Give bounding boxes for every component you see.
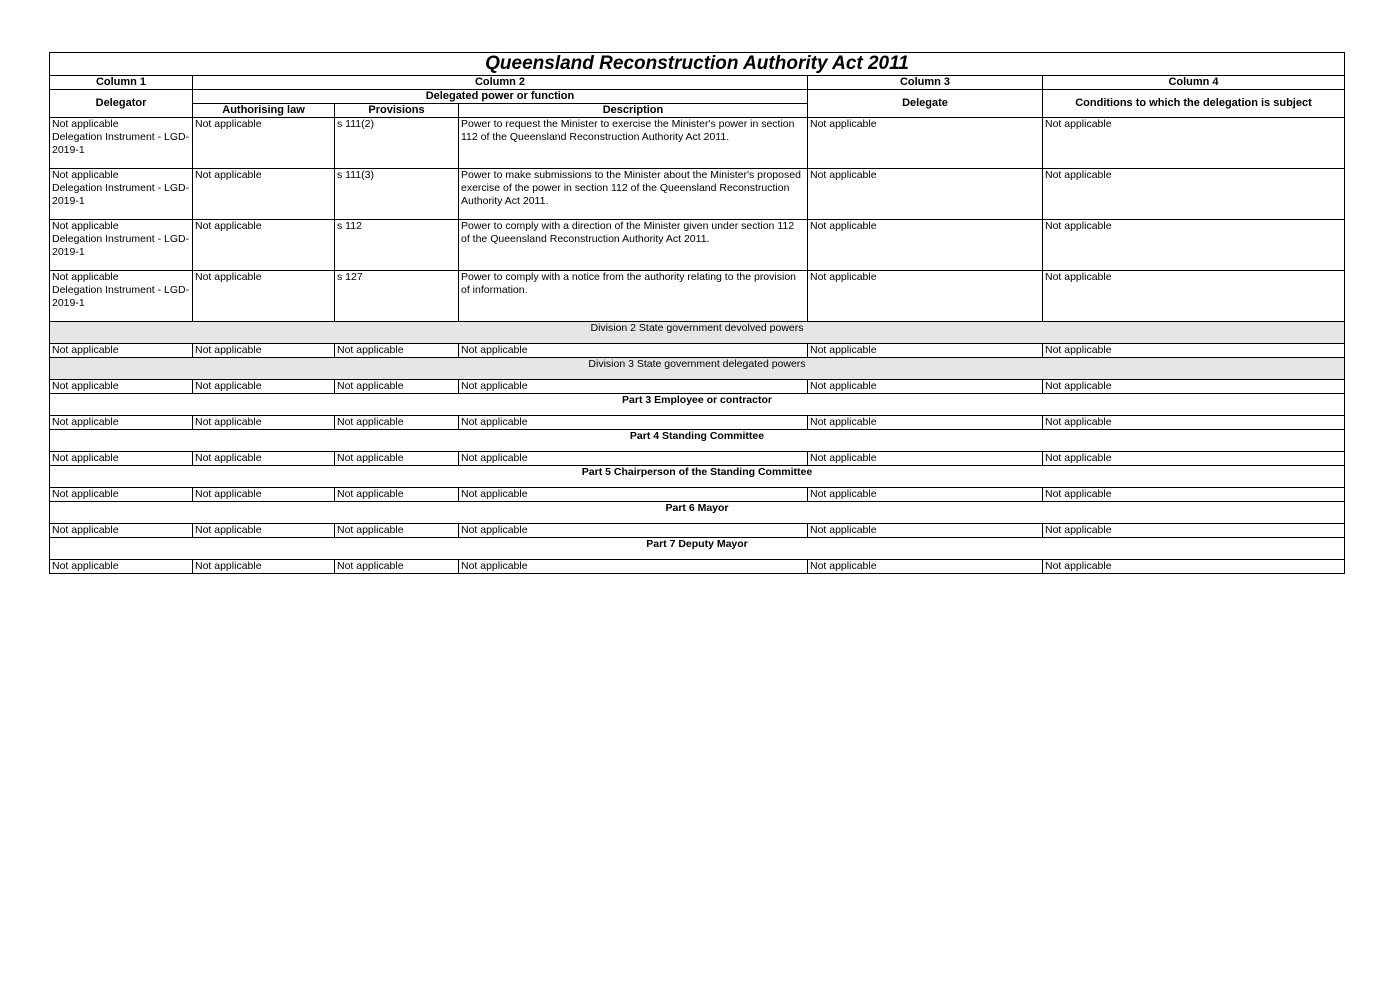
delegated-power-header: Delegated power or function bbox=[193, 90, 808, 104]
conditions-cell: Not applicable bbox=[1043, 271, 1345, 322]
na-cell: Not applicable bbox=[50, 524, 193, 538]
conditions-cell: Not applicable bbox=[1043, 118, 1345, 169]
na-cell: Not applicable bbox=[193, 416, 335, 430]
conditions-header: Conditions to which the delegation is subject bbox=[1043, 90, 1345, 118]
na-cell: Not applicable bbox=[335, 488, 459, 502]
na-cell: Not applicable bbox=[1043, 344, 1345, 358]
authorising-law-cell: Not applicable bbox=[193, 169, 335, 220]
na-cell: Not applicable bbox=[459, 488, 808, 502]
na-cell: Not applicable bbox=[335, 452, 459, 466]
delegation-table bbox=[49, 52, 1345, 574]
na-cell: Not applicable bbox=[808, 452, 1043, 466]
table-row bbox=[50, 488, 1345, 502]
section-heading-part-7: Part 7 Deputy Mayor bbox=[50, 538, 1345, 560]
na-cell: Not applicable bbox=[1043, 380, 1345, 394]
table-row bbox=[50, 452, 1345, 466]
na-cell: Not applicable bbox=[459, 380, 808, 394]
provisions-cell: s 112 bbox=[335, 220, 459, 271]
description-cell: Power to comply with a notice from the authority relating to the provision of information. bbox=[459, 271, 808, 322]
provisions-cell: s 127 bbox=[335, 271, 459, 322]
na-cell: Not applicable bbox=[193, 452, 335, 466]
delegate-cell: Not applicable bbox=[808, 169, 1043, 220]
na-cell: Not applicable bbox=[808, 380, 1043, 394]
section-heading-part-6: Part 6 Mayor bbox=[50, 502, 1345, 524]
na-cell: Not applicable bbox=[808, 560, 1043, 574]
na-cell: Not applicable bbox=[808, 344, 1043, 358]
delegator-cell: Not applicable Delegation Instrument - LGD- 2019-1 bbox=[50, 220, 193, 271]
delegator-cell: Not applicable Delegation Instrument - LGD- 2019-1 bbox=[50, 118, 193, 169]
section-heading-part-3: Part 3 Employee or contractor bbox=[50, 394, 1345, 416]
na-cell: Not applicable bbox=[335, 380, 459, 394]
na-cell: Not applicable bbox=[193, 524, 335, 538]
delegate-cell: Not applicable bbox=[808, 220, 1043, 271]
description-header: Description bbox=[459, 104, 808, 118]
table-row bbox=[50, 118, 1345, 169]
na-cell: Not applicable bbox=[808, 524, 1043, 538]
na-cell: Not applicable bbox=[50, 560, 193, 574]
section-heading-division-2: Division 2 State government devolved powers bbox=[50, 322, 1345, 344]
na-cell: Not applicable bbox=[459, 344, 808, 358]
column-2-header: Column 2 bbox=[193, 76, 808, 90]
section-heading-division-3: Division 3 State government delegated powers bbox=[50, 358, 1345, 380]
table-row bbox=[50, 524, 1345, 538]
na-cell: Not applicable bbox=[50, 416, 193, 430]
section-heading-part-5: Part 5 Chairperson of the Standing Committee bbox=[50, 466, 1345, 488]
na-cell: Not applicable bbox=[1043, 560, 1345, 574]
na-cell: Not applicable bbox=[1043, 488, 1345, 502]
na-cell: Not applicable bbox=[50, 344, 193, 358]
na-cell: Not applicable bbox=[1043, 524, 1345, 538]
column-4-header: Column 4 bbox=[1043, 76, 1345, 90]
na-cell: Not applicable bbox=[1043, 416, 1345, 430]
provisions-cell: s 111(3) bbox=[335, 169, 459, 220]
section-heading-part-4: Part 4 Standing Committee bbox=[50, 430, 1345, 452]
na-cell: Not applicable bbox=[335, 416, 459, 430]
na-cell: Not applicable bbox=[459, 452, 808, 466]
description-cell: Power to comply with a direction of the Minister given under section 112 of the Queensland Reconstruction Authority Act 2011. bbox=[459, 220, 808, 271]
table-row bbox=[50, 169, 1345, 220]
delegator-header: Delegator bbox=[50, 90, 193, 118]
table-row bbox=[50, 344, 1345, 358]
na-cell: Not applicable bbox=[335, 344, 459, 358]
delegator-cell: Not applicable Delegation Instrument - LGD- 2019-1 bbox=[50, 271, 193, 322]
page-title: Queensland Reconstruction Authority Act 2011 bbox=[50, 53, 1345, 76]
description-cell: Power to make submissions to the Minister about the Minister's proposed exercise of the power in section 112 of the Queensland Reconstruction Authority Act 2011. bbox=[459, 169, 808, 220]
authorising-law-cell: Not applicable bbox=[193, 220, 335, 271]
column-3-header: Column 3 bbox=[808, 76, 1043, 90]
description-cell: Power to request the Minister to exercise the Minister's power in section 112 of the Queensland Reconstruction Authority Act 2011. bbox=[459, 118, 808, 169]
na-cell: Not applicable bbox=[335, 560, 459, 574]
na-cell: Not applicable bbox=[50, 488, 193, 502]
na-cell: Not applicable bbox=[193, 488, 335, 502]
provisions-header: Provisions bbox=[335, 104, 459, 118]
delegate-header: Delegate bbox=[808, 90, 1043, 118]
delegate-cell: Not applicable bbox=[808, 118, 1043, 169]
delegate-cell: Not applicable bbox=[808, 271, 1043, 322]
table-row bbox=[50, 560, 1345, 574]
na-cell: Not applicable bbox=[50, 380, 193, 394]
na-cell: Not applicable bbox=[335, 524, 459, 538]
na-cell: Not applicable bbox=[193, 380, 335, 394]
na-cell: Not applicable bbox=[1043, 452, 1345, 466]
na-cell: Not applicable bbox=[193, 344, 335, 358]
table-row bbox=[50, 220, 1345, 271]
conditions-cell: Not applicable bbox=[1043, 169, 1345, 220]
na-cell: Not applicable bbox=[459, 524, 808, 538]
delegator-cell: Not applicable Delegation Instrument - LGD- 2019-1 bbox=[50, 169, 193, 220]
na-cell: Not applicable bbox=[193, 560, 335, 574]
table-row bbox=[50, 380, 1345, 394]
table-row bbox=[50, 416, 1345, 430]
conditions-cell: Not applicable bbox=[1043, 220, 1345, 271]
authorising-law-cell: Not applicable bbox=[193, 271, 335, 322]
column-1-header: Column 1 bbox=[50, 76, 193, 90]
na-cell: Not applicable bbox=[459, 560, 808, 574]
na-cell: Not applicable bbox=[50, 452, 193, 466]
authorising-law-header: Authorising law bbox=[193, 104, 335, 118]
na-cell: Not applicable bbox=[808, 488, 1043, 502]
table-row bbox=[50, 271, 1345, 322]
provisions-cell: s 111(2) bbox=[335, 118, 459, 169]
na-cell: Not applicable bbox=[808, 416, 1043, 430]
na-cell: Not applicable bbox=[459, 416, 808, 430]
authorising-law-cell: Not applicable bbox=[193, 118, 335, 169]
